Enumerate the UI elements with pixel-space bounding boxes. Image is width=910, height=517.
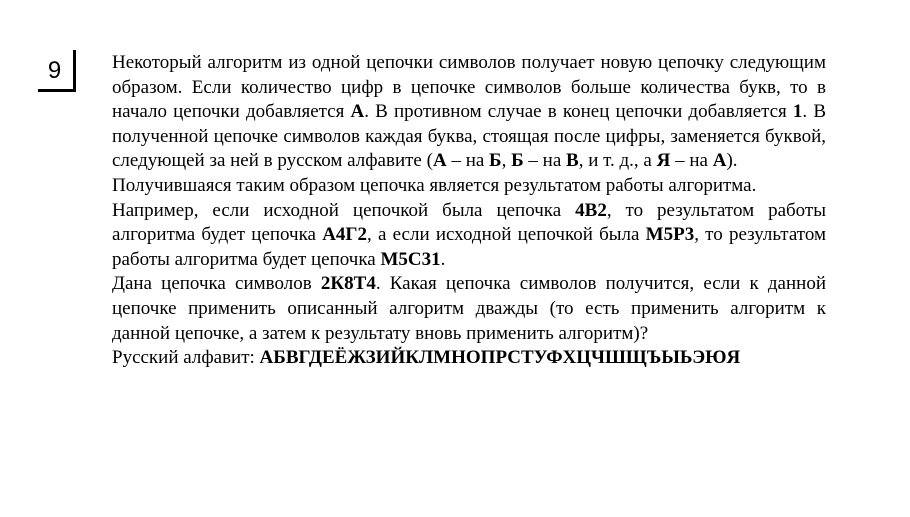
- bold-text-run: Б: [489, 150, 502, 172]
- text-run: . В полученной цепочке символов каждая буква, стоящая после цифры, заменяется буквой, следующей за ней в русском алфавите (: [112, 101, 826, 172]
- text-run: , то результатом работы алгоритма будет цепочка: [112, 224, 826, 270]
- text-run: . Какая цепочка символов получится, если к данной цепочке применить описанный алгоритм дважды (то есть применить алгоритм к данной цепочке, а затем к результату вновь применить алгоритм)?: [112, 273, 826, 344]
- bold-text-run: В: [566, 150, 579, 172]
- text-run: – на: [523, 150, 567, 172]
- text-run: – на: [446, 150, 490, 172]
- text-run: ).: [726, 150, 738, 172]
- alphabet-label: Русский алфавит:: [112, 347, 260, 369]
- paragraph-alphabet: [112, 346, 826, 371]
- bold-text-run: 4В2: [575, 199, 607, 221]
- text-run: , и т. д., а: [578, 150, 657, 172]
- task-number-box: [38, 50, 76, 92]
- bold-text-run: 2К8Т4: [320, 273, 376, 295]
- paragraph-example: [112, 199, 826, 273]
- task-text: [112, 51, 826, 371]
- text-run: Некоторый алгоритм из одной цепочки символов получает новую цепочку следующим образом. Если количество цифр в цепочке символов больше количества букв, то в начало цепочки добавляется: [112, 52, 826, 123]
- text-run: .: [440, 248, 446, 270]
- bold-text-run: 1: [792, 101, 803, 123]
- text-run: ,: [501, 150, 512, 172]
- bold-text-run: А4Г2: [322, 224, 368, 246]
- paragraph-algorithm-description: [112, 51, 826, 174]
- bold-text-run: Я: [656, 150, 671, 172]
- paragraph-result-definition: [112, 174, 826, 199]
- bold-text-run: М5С31: [380, 248, 441, 270]
- paragraph-question: [112, 272, 826, 346]
- text-run: – на: [670, 150, 713, 172]
- bold-text-run: М5Р3: [645, 224, 695, 246]
- text-run: Получившаяся таким образом цепочка является результатом работы алгоритма.: [112, 174, 757, 196]
- alphabet-letters: АБВГДЕЁЖЗИЙКЛМНОПРСТУФХЦЧШЩЪЫЬЭЮЯ: [259, 347, 741, 369]
- bold-text-run: А: [350, 101, 365, 123]
- text-run: Например, если исходной цепочкой была цепочка: [112, 199, 576, 221]
- bold-text-run: А: [712, 150, 727, 172]
- task-number: 9: [47, 57, 62, 84]
- bold-text-run: А: [432, 150, 447, 172]
- bold-text-run: Б: [511, 150, 524, 172]
- text-run: . В противном случае в конец цепочки добавляется: [364, 101, 793, 123]
- text-run: , то результатом работы алгоритма будет цепочка: [112, 199, 826, 246]
- text-run: , а если исходной цепочкой была: [367, 224, 646, 246]
- text-run: Дана цепочка символов: [112, 273, 321, 295]
